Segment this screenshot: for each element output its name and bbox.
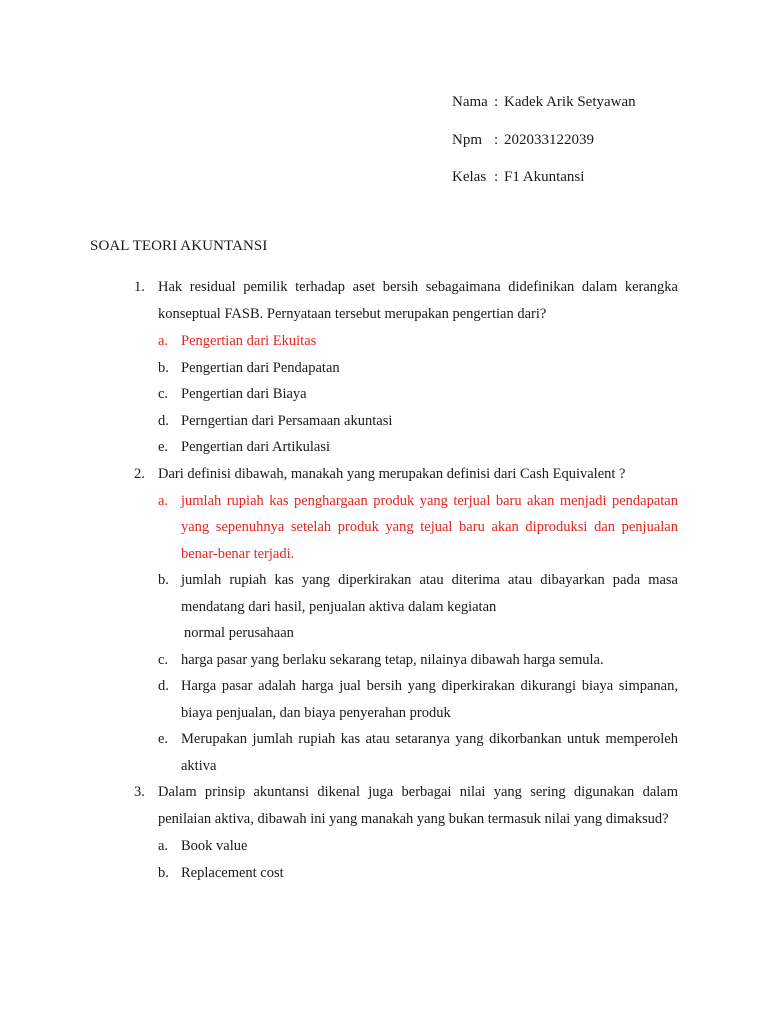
question-number: 1. [134, 279, 145, 295]
option-letter: b. [158, 359, 169, 376]
option-text: Harga pasar adalah harga jual bersih yang diperkirakan dikurangi biaya simpanan, biaya penjualan, dan biaya penyerahan produk [181, 678, 678, 721]
option [158, 673, 678, 726]
option [158, 567, 678, 647]
option-letter: c. [158, 386, 169, 402]
question-text: Hak residual pemilik terhadap aset bersih sebagaimana didefinikan dalam kerangka konseptual FASB. Pernyataan tersebut merupakan pengertian dari? [158, 279, 678, 322]
option-text: Pengertian dari Biaya [181, 386, 307, 402]
option-letter: b. [158, 572, 169, 588]
option-text-continuation: normal perusahaan [184, 625, 294, 641]
option-letter: e. [158, 731, 169, 747]
option [158, 408, 678, 435]
question-text: Dari definisi dibawah, manakah yang merupakan definisi dari Cash Equivalent ? [158, 465, 626, 482]
page-title: SOAL TEORI AKUNTANSI [90, 238, 268, 254]
option-letter: a. [158, 838, 169, 854]
option-letter: b. [158, 864, 169, 881]
identity-value-npm: 202033122039 [504, 131, 594, 148]
option [158, 833, 678, 860]
question-2 [90, 461, 678, 780]
option-text: harga pasar yang berlaku sekarang tetap, nilainya dibawah harga semula. [181, 651, 604, 668]
question-text: Dalam prinsip akuntansi dikenal juga berbagai nilai yang sering digunakan dalam penilaian aktiva, dibawah ini yang manakah yang bukan termasuk nilai yang dimaksud? [158, 784, 678, 827]
option-text: jumlah rupiah kas yang diperkirakan atau diterima atau dibayarkan pada masa mendatang dari hasil, penjualan aktiva dalam kegiatan [181, 572, 678, 615]
option-list [158, 833, 678, 886]
option-text: Replacement cost [181, 864, 284, 881]
identity-value-name: Kadek Arik Setyawan [504, 94, 636, 110]
option-text: Book value [181, 838, 248, 854]
question-number: 2. [134, 465, 145, 482]
option-list [158, 328, 678, 461]
option-letter: a. [158, 492, 169, 509]
identity-label: Nama [452, 94, 488, 110]
option-text: Perngertian dari Persamaan akuntasi [181, 412, 393, 429]
option-list [158, 488, 678, 780]
identity-value-class: F1 Akuntansi [504, 169, 585, 185]
question-1 [90, 274, 678, 461]
option-letter: d. [158, 412, 169, 429]
identity-row-npm [452, 128, 636, 166]
option [158, 726, 678, 779]
option-letter: c. [158, 651, 169, 668]
option [158, 860, 678, 887]
option-letter: a. [158, 333, 169, 349]
identity-colon: : [494, 169, 499, 185]
option [158, 381, 678, 408]
identity-colon: : [494, 94, 499, 110]
option [158, 355, 678, 382]
option-text: jumlah rupiah kas penghargaan produk yang terjual baru akan menjadi pendapatan yang sepenuhnya setelah produk yang tejual baru akan diproduksi dan penjualan benar-benar terjadi. [181, 492, 678, 562]
question-number: 3. [134, 784, 145, 800]
option-text: Pengertian dari Ekuitas [181, 333, 317, 349]
option-answer [158, 328, 678, 355]
student-identity [452, 90, 636, 203]
identity-row-name [452, 90, 636, 128]
identity-colon: : [494, 131, 499, 148]
question-3 [90, 779, 678, 886]
option-letter: d. [158, 678, 169, 694]
question-list [90, 274, 678, 886]
option-text: Merupakan jumlah rupiah kas atau setaranya yang dikorbankan untuk memperoleh aktiva [181, 731, 678, 774]
identity-label: Npm [452, 131, 482, 148]
identity-label: Kelas [452, 169, 487, 185]
option [158, 434, 678, 461]
option-letter: e. [158, 439, 169, 455]
option-answer [158, 488, 678, 568]
option-text: Pengertian dari Pendapatan [181, 359, 340, 376]
option [158, 647, 678, 674]
identity-row-class [452, 165, 636, 203]
option-text: Pengertian dari Artikulasi [181, 439, 330, 455]
